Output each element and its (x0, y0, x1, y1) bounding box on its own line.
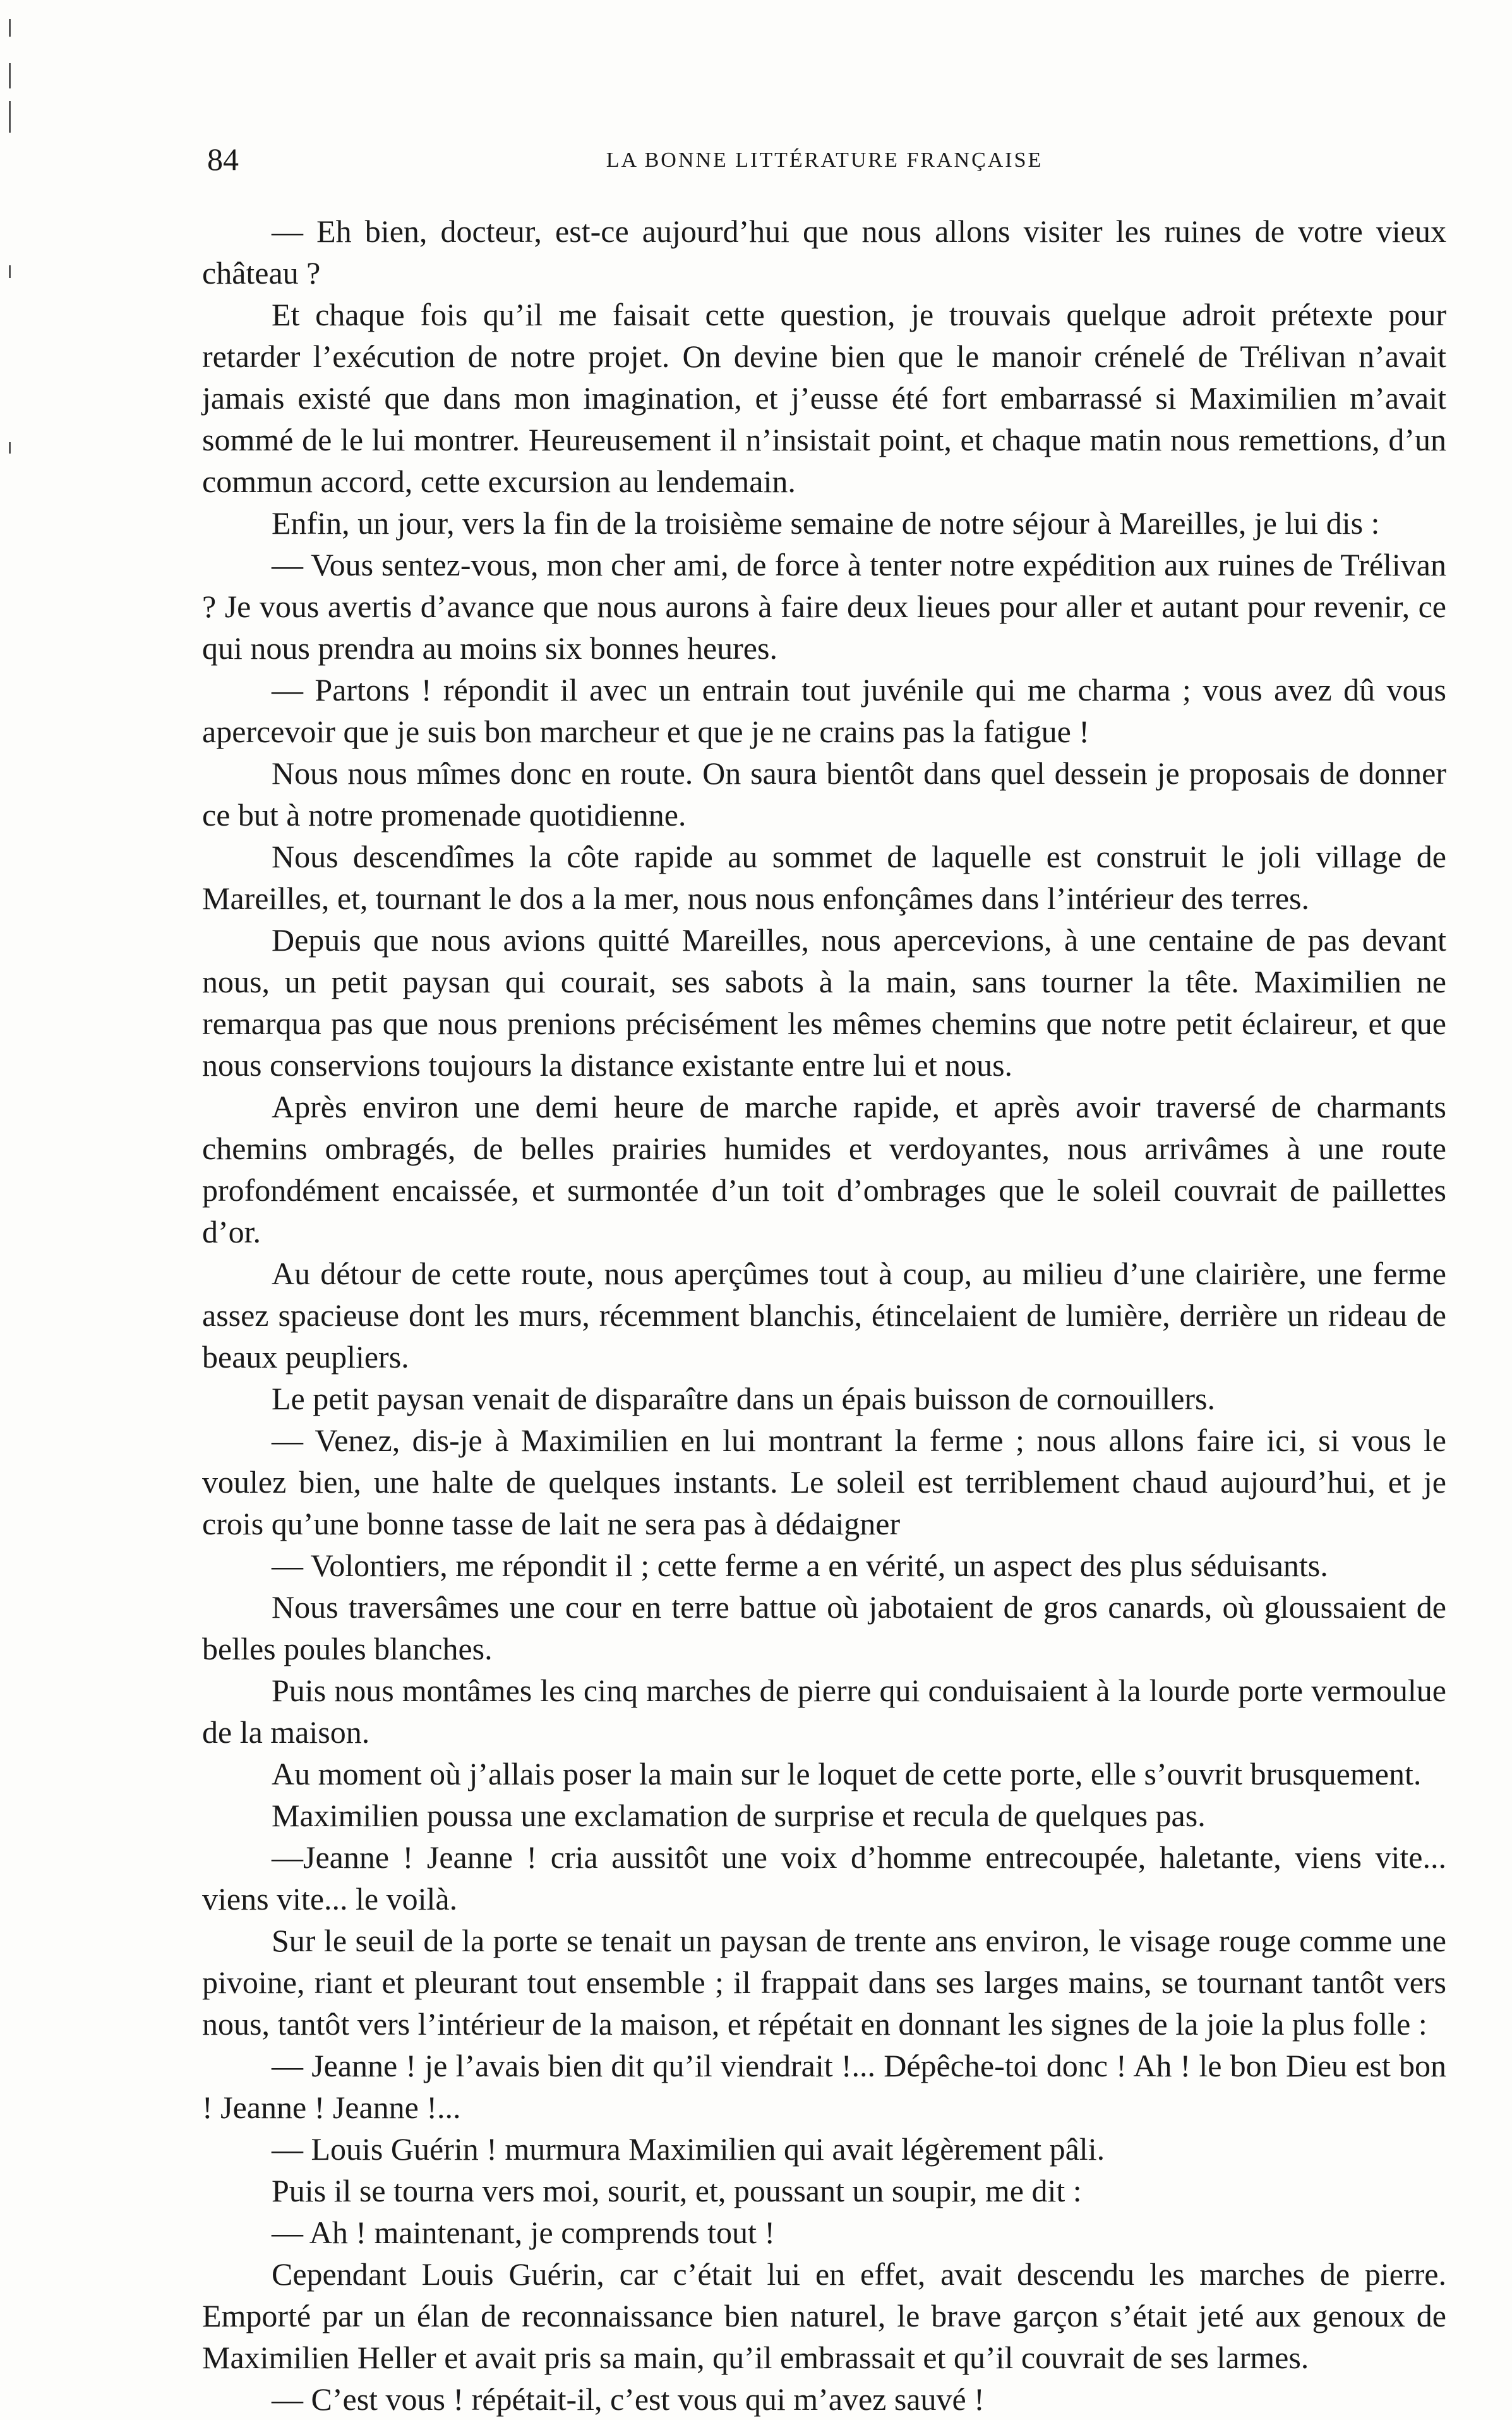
paragraph: Sur le seuil de la porte se tenait un paysan de trente ans environ, le visage rouge comme une pivoine, riant et pleurant tout ensemble ; il frappait dans ses larges mains, se tournant tantôt vers nous, tantôt vers l’intérieur de la maison, et répétait en donnant les signes de la joie la plus folle : (202, 1923, 1446, 2042)
paragraph: Nous descendîmes la côte rapide au sommet de laquelle est construit le joli village de Mareilles, et, tournant le dos a la mer, nous nous enfonçâmes dans l’intérieur des terres. (202, 839, 1446, 916)
margin-mark (9, 442, 11, 454)
paragraph: Puis nous montâmes les cinq marches de pierre qui conduisaient à la lourde porte vermoulue de la maison. (202, 1673, 1446, 1750)
scan-margin-marks (0, 0, 25, 2294)
margin-mark (9, 63, 11, 88)
running-title: LA BONNE LITTÉRATURE FRANÇAISE (606, 148, 1043, 172)
paragraph: Puis il se tourna vers moi, sourit, et, poussant un soupir, me dit : (272, 2173, 1082, 2208)
margin-mark (9, 19, 11, 37)
page-number: 84 (207, 141, 239, 177)
margin-mark (9, 265, 11, 278)
paragraph: — Partons ! répondit il avec un entrain tout juvénile qui me charma ; vous avez dû vous apercevoir que je suis bon marcheur et que je ne crains pas la fatigue ! (202, 672, 1446, 749)
paragraph: — Louis Guérin ! murmura Maximilien qui avait légèrement pâli. (272, 2131, 1105, 2167)
paragraph: — C’est vous ! répétait-il, c’est vous qui m’avez sauvé ! (272, 2381, 985, 2417)
paragraph: — Venez, dis-je à Maximilien en lui montrant la ferme ; nous allons faire ici, si vous le voulez bien, une halte de quelques instants. Le soleil est terriblement chaud aujourd’hui, et je crois qu’une bonne tasse de lait ne sera pas à dédaigner (202, 1423, 1446, 1541)
paragraph: — Volontiers, me répondit il ; cette ferme a en vérité, un aspect des plus séduisants. (272, 1548, 1328, 1583)
paragraph: Cependant Louis Guérin, car c’était lui en effet, avait descendu les marches de pierre. Emporté par un élan de reconnaissance bien naturel, le brave garçon s’était jeté aux genoux de Maximilien Heller et avait pris sa main, qu’il embrassait et qu’il couvrait de ses larmes. (202, 2256, 1446, 2375)
paragraph: Nous nous mîmes donc en route. On saura bientôt dans quel dessein je proposais de donner ce but à notre promenade quotidienne. (202, 755, 1446, 833)
paragraph: — Ah ! maintenant, je comprends tout ! (272, 2215, 776, 2250)
paragraph: —Jeanne ! Jeanne ! cria aussitôt une voix d’homme entrecoupée, haletante, viens vite... viens vite... le voilà. (202, 1839, 1446, 1917)
body-text (202, 210, 1446, 2420)
paragraph: Le petit paysan venait de disparaître dans un épais buisson de cornouillers. (272, 1381, 1216, 1416)
paragraph: — Vous sentez-vous, mon cher ami, de force à tenter notre expédition aux ruines de Trélivan ? Je vous avertis d’avance que nous aurons à faire deux lieues pour aller et autant pour revenir, ce qui nous prendra au moins six bonnes heures. (202, 547, 1446, 666)
margin-mark (9, 101, 11, 133)
paragraph: Enfin, un jour, vers la fin de la troisième semaine de notre séjour à Mareilles, je lui dis : (272, 505, 1380, 541)
paragraph: — Eh bien, docteur, est-ce aujourd’hui que nous allons visiter les ruines de votre vieux château ? (202, 214, 1446, 291)
paragraph: Et chaque fois qu’il me faisait cette question, je trouvais quelque adroit prétexte pour retarder l’exécution de notre projet. On devine bien que le manoir crénelé de Trélivan n’avait jamais existé que dans mon imagination, et j’eusse été fort embarrassé si Maximilien m’avait sommé de le lui montrer. Heureusement il n’insistait point, et chaque matin nous remettions, d’un commun accord, cette excursion au lendemain. (202, 297, 1446, 499)
paragraph: Au moment où j’allais poser la main sur le loquet de cette porte, elle s’ouvrit brusquement. (272, 1756, 1422, 1791)
paragraph: — Jeanne ! je l’avais bien dit qu’il viendrait !... Dépêche-toi donc ! Ah ! le bon Dieu est bon ! Jeanne ! Jeanne !... (202, 2048, 1446, 2125)
paragraph: Maximilien poussa une exclamation de surprise et recula de quelques pas. (272, 1798, 1206, 1833)
paragraph: Après environ une demi heure de marche rapide, et après avoir traversé de charmants chemins ombragés, de belles prairies humides et verdoyantes, nous arrivâmes à une route profondément encaissée, et surmontée d’un toit d’ombrages que le soleil couvrait de paillettes d’or. (202, 1089, 1446, 1249)
paragraph: Depuis que nous avions quitté Mareilles, nous apercevions, à une centaine de pas devant nous, un petit paysan qui courait, ses sabots à la main, sans tourner la tête. Maximilien ne remarqua pas que nous prenions précisément les mêmes chemins que notre petit éclaireur, et que nous conservions toujours la distance existante entre lui et nous. (202, 922, 1446, 1083)
paragraph: Au détour de cette route, nous aperçûmes tout à coup, au milieu d’une clairière, une ferme assez spacieuse dont les murs, récemment blanchis, étincelaient de lumière, derrière un rideau de beaux peupliers. (202, 1256, 1446, 1375)
paragraph: Nous traversâmes une cour en terre battue où jabotaient de gros canards, où gloussaient de belles poules blanches. (202, 1589, 1446, 1666)
page-header (207, 140, 1442, 178)
